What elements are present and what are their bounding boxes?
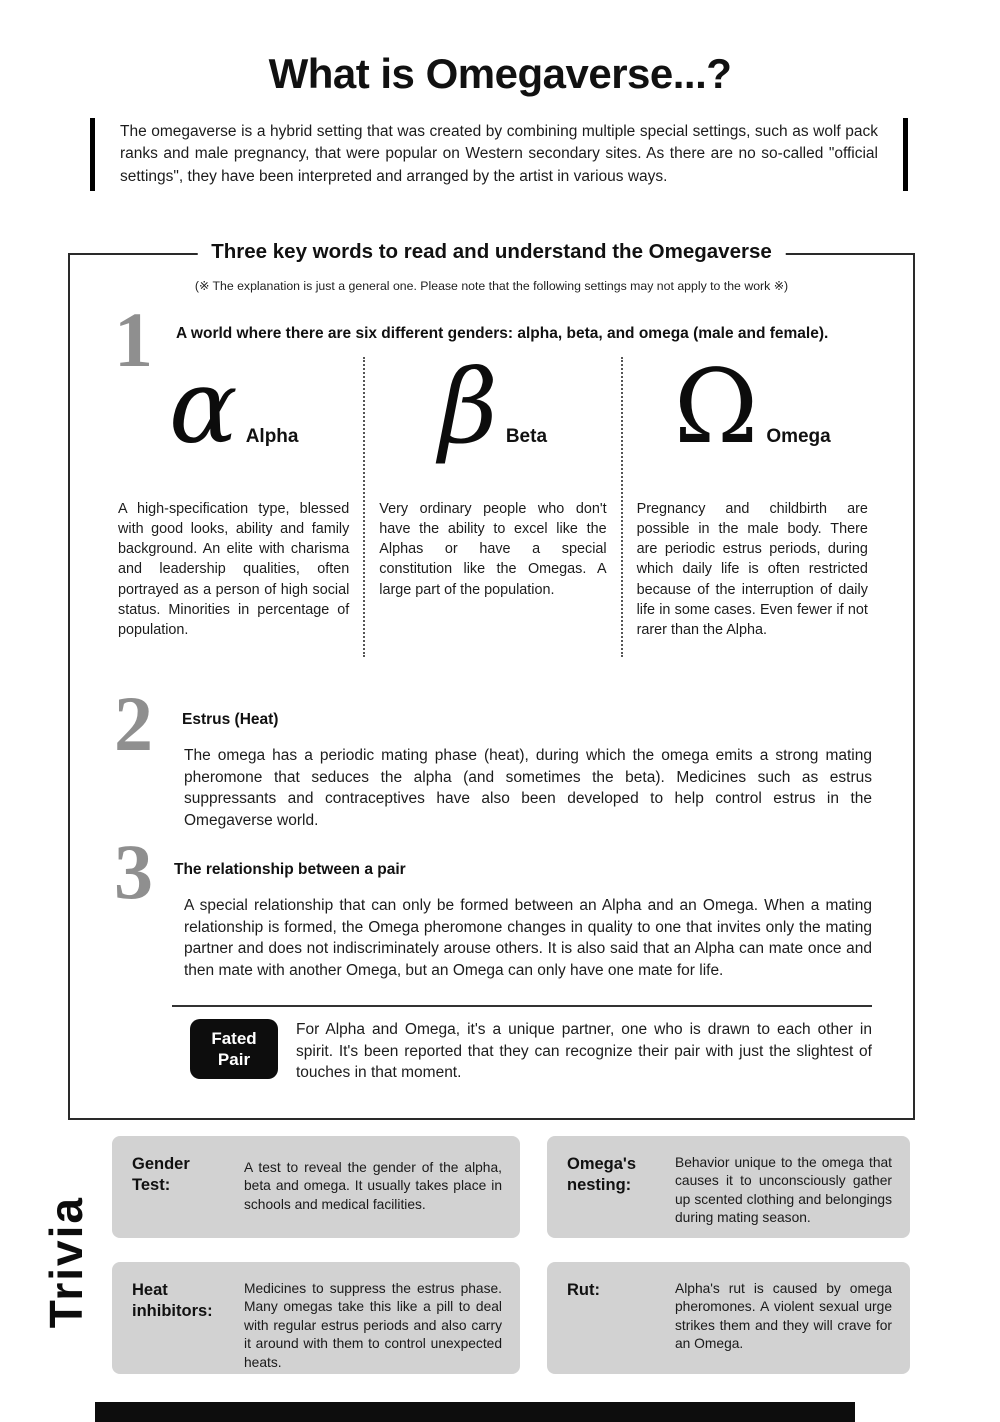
- trivia-box-rut: [547, 1262, 910, 1374]
- beta-description: Very ordinary people who don't have the ability to excel like the Alphas or have a special constitution like the Omegas. A large part of the population.: [379, 501, 607, 598]
- gender-column-alpha: [104, 348, 363, 657]
- trivia-box-gender-test: [112, 1136, 520, 1238]
- omega-symbol-icon: Ω: [673, 348, 759, 467]
- key-words-panel: [68, 240, 915, 1120]
- trivia-definition: A test to reveal the gender of the alpha, beta and omega. It usually takes place in schools and medical facilities.: [244, 1160, 502, 1212]
- fated-pair-row: [190, 1019, 872, 1084]
- trivia-section-label: Trivia: [40, 1196, 92, 1329]
- fated-pair-divider: [172, 1005, 872, 1007]
- trivia-definition: Behavior unique to the omega that causes it to unconsciously gather up scented clothing and belongings during mating season.: [675, 1155, 892, 1226]
- trivia-term: Rut:: [567, 1281, 600, 1299]
- gender-columns: [104, 348, 882, 657]
- disclaimer-note: (※ The explanation is just a general one. Please note that the following settings may not apply to the work ※): [194, 279, 789, 293]
- item-1-heading: A world where there are six different genders: alpha, beta, and omega (male and female).: [176, 325, 829, 342]
- gender-column-beta: [363, 348, 622, 657]
- trivia-definition: Medicines to suppress the estrus phase. Many omegas take this like a pill to deal with regular estrus periods and also carry it around with them to control unexpected heats.: [244, 1281, 502, 1370]
- gender-column-omega: [623, 348, 882, 657]
- fated-pair-badge: Fated Pair: [190, 1019, 278, 1079]
- item-number-1: 1: [114, 296, 153, 383]
- beta-label: Beta: [505, 426, 548, 447]
- item-2-body: The omega has a periodic mating phase (heat), during which the omega emits a strong mating pheromone that seduces the alpha (and sometimes the beta). Medicines such as estrus suppressants and contraceptives have also been developed to help control estrus in the Omegaverse world.: [184, 747, 872, 830]
- alpha-symbol-row: [118, 348, 349, 485]
- item-2-heading: Estrus (Heat): [182, 711, 279, 728]
- trivia-term: Gender Test:: [132, 1155, 190, 1195]
- page-bottom-bar: [95, 1402, 855, 1422]
- trivia-label-wrap: [30, 1150, 102, 1375]
- alpha-label: Alpha: [245, 426, 299, 447]
- item-3-body: A special relationship that can only be formed between an Alpha and an Omega. When a mating relationship is formed, the Omega pheromone changes in quality to one that invites only the mating partner and does not indiscriminately arouse others. It is also said that an Alpha can mate once and then mate with another Omega, but an Omega can only have one mate for life.: [184, 897, 872, 980]
- omega-symbol-row: [637, 348, 868, 485]
- beta-symbol-icon: β: [438, 348, 498, 467]
- beta-symbol-row: [379, 348, 606, 485]
- trivia-box-heat-inhibitors: [112, 1262, 520, 1374]
- omega-description: Pregnancy and childbirth are possible in the male body. There are periodic estrus periods, during which daily life is often restricted because of the interruption of daily life in some cases. Even fewer if not rarer than the Alpha.: [636, 501, 868, 638]
- omega-label: Omega: [766, 426, 831, 447]
- key-words-heading: Three key words to read and understand the Omegaverse: [197, 240, 786, 264]
- item-number-2: 2: [114, 680, 153, 767]
- trivia-term: Omega's nesting:: [567, 1155, 637, 1195]
- item-3-heading: The relationship between a pair: [174, 861, 406, 878]
- alpha-symbol-icon: α: [168, 348, 238, 467]
- item-number-3: 3: [114, 828, 153, 915]
- trivia-term: Heat inhibitors:: [132, 1281, 213, 1321]
- fated-pair-body: For Alpha and Omega, it's a unique partner, one who is drawn to each other in spirit. It's been reported that they can recognize their pair with just the slightest of touches in that moment.: [296, 1021, 872, 1082]
- trivia-box-omegas-nesting: [547, 1136, 910, 1238]
- trivia-definition: Alpha's rut is caused by omega pheromones. A violent sexual urge strikes them and they will crave for an Omega.: [675, 1281, 892, 1352]
- page-title: What is Omegaverse...?: [268, 50, 732, 97]
- alpha-description: A high-specification type, blessed with good looks, ability and family background. An elite with charisma and leadership qualities, often portrayed as a person of high social status. Minorities in percentage of population.: [118, 501, 350, 638]
- intro-paragraph: The omegaverse is a hybrid setting that was created by combining multiple special settings, such as wolf pack ranks and male pregnancy, that were popular on Western secondary sites. As there are no so-called "official settings", they have been interpreted and arranged by the artist in various ways.: [90, 118, 908, 191]
